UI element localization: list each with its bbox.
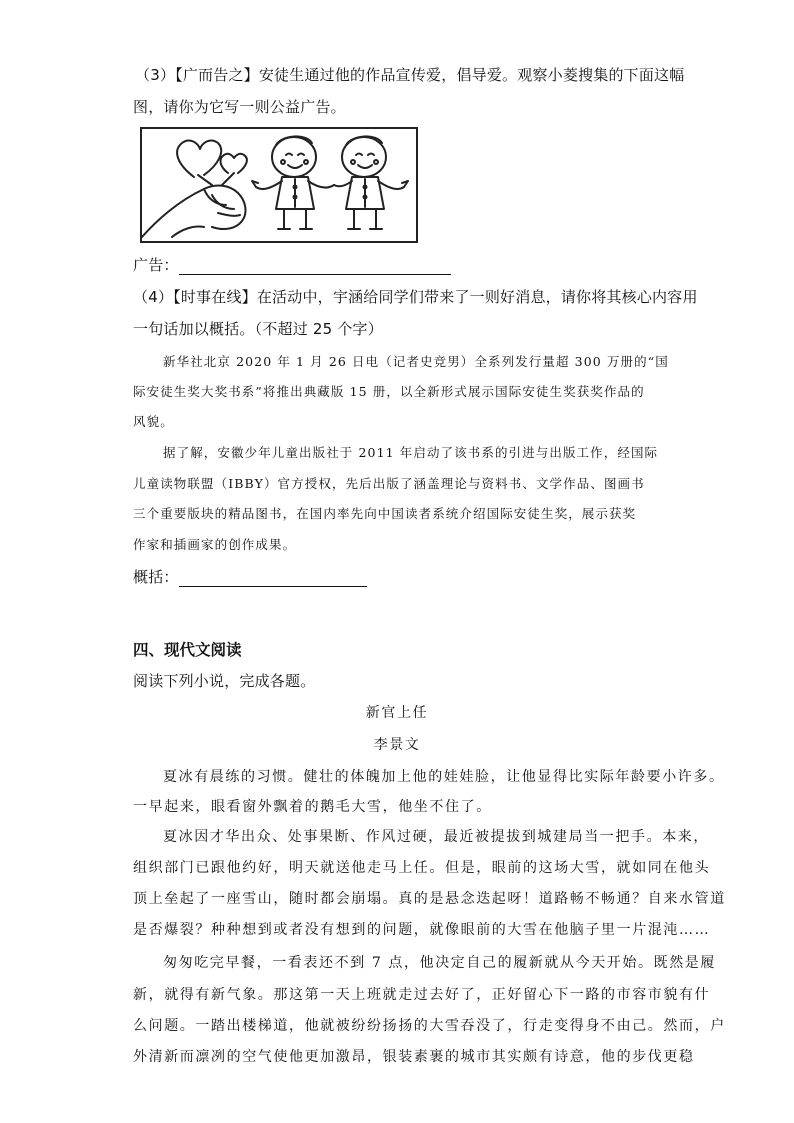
news-line: 际安徒生奖大奖书系”将推出典藏版 15 册，以全新形式展示国际安徒生奖获奖作品的 (133, 384, 645, 399)
story-line: 新，就得有新气象。那这第一天上班就走过去好了，正好留心下一路的市容市貌有什 (133, 987, 711, 1003)
story-line: 外清新而凛冽的空气使他更加激昂，银装素裹的城市其实颇有诗意，他的步伐更稳 (133, 1049, 695, 1065)
heart-hand-and-children-illustration (142, 129, 416, 241)
news-line: 作家和插画家的创作成果。 (133, 537, 297, 552)
story-line: 么问题。一踏出楼梯道，他就被纷纷扬扬的大雪吞没了，行走变得身不由己。然而，户 (133, 1018, 726, 1034)
q3-answer-blank[interactable] (179, 259, 451, 275)
news-line: 据了解，安徽少年儿童出版社于 2011 年启动了该书系的引进与出版工作，经国际 (163, 445, 659, 460)
illustration-frame (140, 127, 418, 243)
story-line: 一早起来，眼看窗外飘着的鹅毛大雪，他坐不住了。 (133, 799, 492, 815)
story-line: 组织部门已跟他约好，明天就送他走马上任。但是，眼前的这场大雪，就如同在他头 (133, 860, 711, 876)
section-heading: 四、现代文阅读 (133, 641, 242, 659)
q4-answer-label: 概括： (133, 568, 179, 586)
q3-line2: 图，请你为它写一则公益广告。 (133, 98, 346, 116)
story-line: 匆匆吃完早餐，一看表还不到 7 点，他决定自己的履新就从今天开始。既然是履 (163, 955, 717, 971)
q4-answer-blank[interactable] (179, 571, 367, 587)
story-author: 李景文 (373, 737, 421, 753)
section-instruction: 阅读下列小说，完成各题。 (133, 672, 316, 690)
news-line: 三个重要版块的精品图书，在国内率先向中国读者系统介绍国际安徒生奖，展示获奖 (133, 506, 637, 521)
story-line: 夏冰有晨练的习惯。健壮的体魄加上他的娃娃脸，让他显得比实际年龄要小许多。 (163, 769, 725, 785)
news-line: 儿童读物联盟（IBBY）官方授权，先后出版了涵盖理论与资料书、文学作品、图画书 (133, 476, 645, 491)
q3-answer-label: 广告： (133, 256, 179, 274)
q3-line1: （3）【广而告之】安徒生通过他的作品宣传爱，倡导爱。观察小菱搜集的下面这幅 (135, 66, 685, 84)
q4-line1: （4）【时事在线】在活动中，宇涵给同学们带来了一则好消息，请你将其核心内容用 (133, 288, 698, 306)
q4-line2: 一句话加以概括。（不超过 25 个字） (133, 320, 383, 338)
story-title: 新官上任 (365, 705, 429, 721)
q4-answer-row (133, 566, 367, 587)
story-line: 顶上垒起了一座雪山，随时都会崩塌。真的是悬念迭起呀！道路畅不畅通？自来水管道 (133, 891, 726, 907)
news-line: 风貌。 (133, 414, 174, 429)
q3-answer-row (133, 254, 451, 275)
story-line: 夏冰因才华出众、处事果断、作风过硬，最近被提拔到城建局当一把手。本来， (163, 829, 709, 845)
story-line: 是否爆裂？种种想到或者没有想到的问题，就像眼前的大雪在他脑子里一片混沌…… (133, 922, 711, 938)
news-line: 新华社北京 2020 年 1 月 26 日电（记者史竞男）全系列发行量超 300 万册的“国 (163, 354, 669, 369)
